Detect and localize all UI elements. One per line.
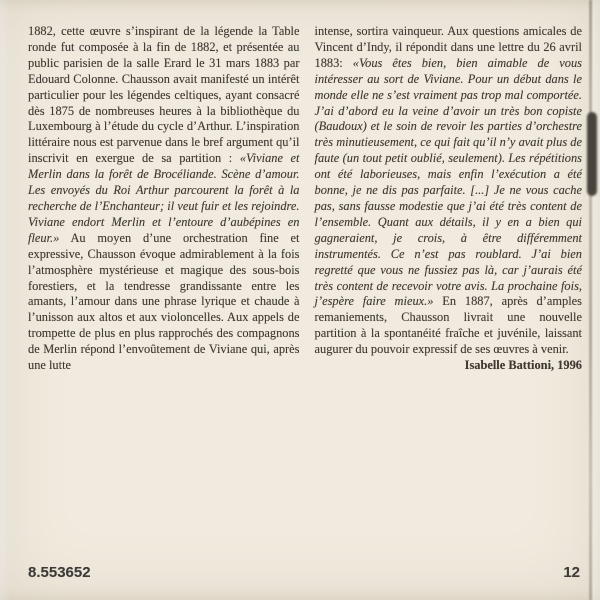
scan-edge-line [589, 0, 592, 600]
text-run-normal: intense, sortira vainqueur. Aux questions amicales de Vincent d’Indy, il répondit dans une lettre du 26 avril 1883: [314, 24, 582, 70]
scan-adjacent-page-edge [593, 0, 600, 600]
text-run-italic: «Viviane et Merlin dans la forêt de Brocéliande. Scène d’amour. Les envoyés du Roi Arthur parcourent la forêt à la recherche de l’Enchanteur; il veut fuir et les rejoindre. Viviane endort Merlin et l’entoure d’aubépines en fleur.» [28, 151, 300, 245]
left-text-column [28, 24, 300, 374]
catalog-number: 8.553652 [28, 564, 91, 581]
text-run-italic: «Vous êtes bien, bien aimable de vous intéresser au sort de Viviane. Pour un début dans le monde elle ne s’est vraiment pas trop mal comportée. J’ai d’abord eu la veine d’avoir un très bon copiste (Baudoux) et le soin de revoir les parties d’orchestre très minutieusement, ce qui fait qu’il n’y avait plus de faute (un tout petit oublié, seulement). Les répétitions ont été laborieuses, mais enfin l’exécution a été bonne, je ne dis pas parfaite. [...] Je ne vous cache pas, sans fausse modestie que j’ai été très content de l’ensemble. Quant aux détails, il y en a bien qui gagneraient, je crois, à être différemment instrumentés. Ce n’est pas roublard. J’ai bien regretté que vous ne fussiez pas là, car j’aurais été très content de recevoir votre avis. La prochaine fois, j’espère faire mieux.» [314, 55, 583, 309]
right-text-column [315, 24, 583, 374]
text-run-normal: En 1887, après d’amples remaniements, Chausson livrait une nouvelle partition à la spontanéité fraîche et juvénile, laissant augurer du pouvoir expressif de ses œuvres à venir. [314, 294, 582, 357]
right-column-text [315, 24, 583, 356]
scan-edge-shadow [587, 112, 597, 196]
author-byline: Isabelle Battioni, 1996 [464, 358, 582, 373]
text-columns [28, 24, 582, 374]
page-number: 12 [563, 564, 580, 581]
text-run-normal: 1882, cette œuvre s’inspirant de la légende la Table ronde fut composée à la fin de 1882, et présentée au public parisien de la salle Erard le 31 mars 1883 par Edouard Colonne. Chausson avait manifesté un intérêt particulier pour les légendes celtiques, ayant consacré dès 1875 de nombreuses heures à la bibliothèque du Luxembourg à l’étude du cycle d’Arthur. L’inspiration littéraire nous est parvenue dans le bref argument qu’il inscrivit en exergue de sa partition : [28, 24, 300, 166]
page-footer [28, 564, 580, 581]
text-run-normal: Au moyen d’une orchestration fine et expressive, Chausson évoque admirablement à la fois l’atmosphère mystérieuse et magique des sous-bois forestiers, et la tendresse grandissante entre les amants, l’amour dans une phrase lyrique et chaude à l’unisson aux altos et aux violoncelles. Aux appels de trompette de plus en plus rapprochés des compagnons de Merlin répond l’envoûtement de Viviane qui, après une lutte [28, 230, 300, 373]
